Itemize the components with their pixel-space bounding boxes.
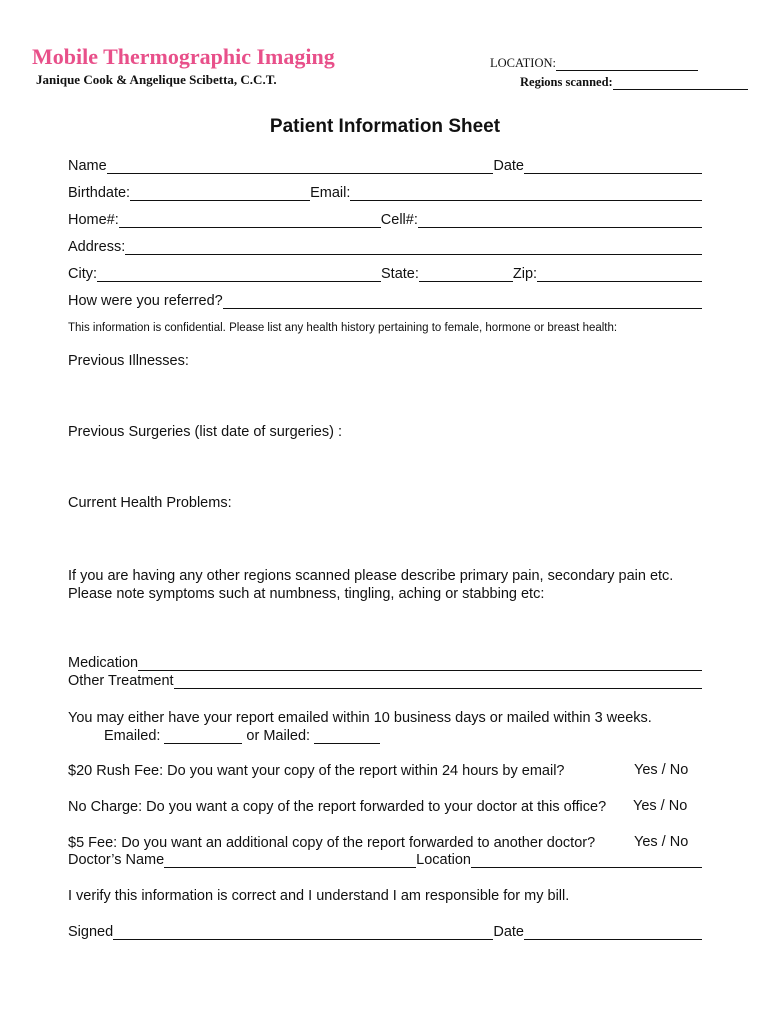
address-line[interactable] bbox=[125, 239, 702, 255]
brand-title: Mobile Thermographic Imaging bbox=[32, 44, 335, 69]
date-line[interactable] bbox=[524, 158, 702, 174]
referral-row bbox=[68, 293, 702, 309]
other-regions-line2: Please note symptoms such at numbness, tingling, aching or stabbing etc: bbox=[68, 586, 545, 602]
verification-text: I verify this information is correct and I understand I am responsible for my bill. bbox=[68, 888, 570, 904]
current-health-problems-label: Current Health Problems: bbox=[68, 495, 232, 511]
rush-fee-yes-no[interactable]: Yes / No bbox=[634, 762, 689, 778]
meta-block bbox=[490, 54, 748, 90]
location-label: LOCATION: bbox=[490, 56, 556, 70]
brand-subtitle: Janique Cook & Angelique Scibetta, C.C.T. bbox=[36, 72, 277, 87]
zip-line[interactable] bbox=[537, 266, 702, 282]
emailed-line[interactable] bbox=[164, 728, 242, 744]
referral-line[interactable] bbox=[223, 293, 702, 309]
form-title: Patient Information Sheet bbox=[269, 116, 501, 137]
doctor-location-label: Location bbox=[416, 852, 471, 868]
other-treatment-line[interactable] bbox=[174, 673, 702, 689]
home-cell-row bbox=[68, 212, 702, 228]
city-state-zip-row bbox=[68, 266, 702, 282]
email-label: Email: bbox=[310, 185, 351, 201]
state-label: State: bbox=[381, 266, 419, 282]
city-line[interactable] bbox=[97, 266, 381, 282]
doctors-name-line[interactable] bbox=[164, 852, 416, 868]
signature-line[interactable] bbox=[113, 924, 493, 940]
doctor-location-line[interactable] bbox=[471, 852, 702, 868]
doctors-name-label: Doctor’s Name bbox=[68, 852, 165, 868]
medication-row bbox=[68, 655, 702, 671]
name-line[interactable] bbox=[107, 158, 494, 174]
confidential-note: This information is confidential. Please list any health history pertaining to female, hormone or breast health: bbox=[68, 322, 618, 334]
address-row bbox=[68, 239, 702, 255]
previous-illnesses-label: Previous Illnesses: bbox=[68, 353, 189, 369]
state-line[interactable] bbox=[419, 266, 513, 282]
address-label: Address: bbox=[68, 239, 126, 255]
birthdate-email-row bbox=[68, 185, 702, 201]
city-label: City: bbox=[68, 266, 97, 282]
no-charge-yes-no[interactable]: Yes / No bbox=[633, 798, 688, 814]
signature-date-line[interactable] bbox=[524, 924, 702, 940]
other-treatment-row bbox=[68, 673, 702, 689]
regions-scanned-line[interactable] bbox=[613, 77, 748, 90]
medication-label: Medication bbox=[68, 655, 139, 671]
home-label: Home#: bbox=[68, 212, 119, 228]
emailed-mailed-row bbox=[68, 728, 702, 744]
no-charge-question: No Charge: Do you want a copy of the report forwarded to your doctor at this office? bbox=[68, 799, 607, 815]
name-date-row bbox=[68, 158, 702, 174]
regions-scanned-row bbox=[490, 73, 748, 90]
location-row bbox=[490, 54, 748, 71]
previous-surgeries-label: Previous Surgeries (list date of surgeries) : bbox=[68, 424, 342, 440]
date-label: Date bbox=[493, 158, 524, 174]
rush-fee-question: $20 Rush Fee: Do you want your copy of the report within 24 hours by email? bbox=[68, 763, 565, 779]
referral-label: How were you referred? bbox=[68, 293, 223, 309]
location-line[interactable] bbox=[556, 58, 698, 71]
brand-block bbox=[32, 44, 335, 88]
mailed-line[interactable] bbox=[314, 728, 380, 744]
emailed-label: Emailed: bbox=[104, 728, 161, 744]
medication-line[interactable] bbox=[138, 655, 702, 671]
doctor-row bbox=[68, 852, 702, 868]
mailed-label: or Mailed: bbox=[246, 728, 311, 744]
regions-scanned-label: Regions scanned: bbox=[520, 75, 613, 89]
cell-line[interactable] bbox=[418, 212, 702, 228]
signature-row bbox=[68, 924, 702, 940]
other-regions-line1: If you are having any other regions scanned please describe primary pain, secondary pain etc. bbox=[68, 568, 674, 584]
name-label: Name bbox=[68, 158, 107, 174]
signed-label: Signed bbox=[68, 924, 114, 940]
zip-label: Zip: bbox=[512, 266, 538, 282]
additional-copy-yes-no[interactable]: Yes / No bbox=[634, 834, 689, 850]
email-line[interactable] bbox=[350, 185, 702, 201]
signature-date-label: Date bbox=[493, 924, 524, 940]
report-delivery-text: You may either have your report emailed within 10 business days or mailed within 3 weeks. bbox=[68, 710, 652, 726]
additional-copy-question: $5 Fee: Do you want an additional copy of the report forwarded to another doctor? bbox=[68, 835, 596, 851]
cell-label: Cell#: bbox=[380, 212, 418, 228]
birthdate-label: Birthdate: bbox=[68, 185, 131, 201]
home-line[interactable] bbox=[119, 212, 381, 228]
birthdate-line[interactable] bbox=[130, 185, 310, 201]
other-treatment-label: Other Treatment bbox=[68, 673, 174, 689]
